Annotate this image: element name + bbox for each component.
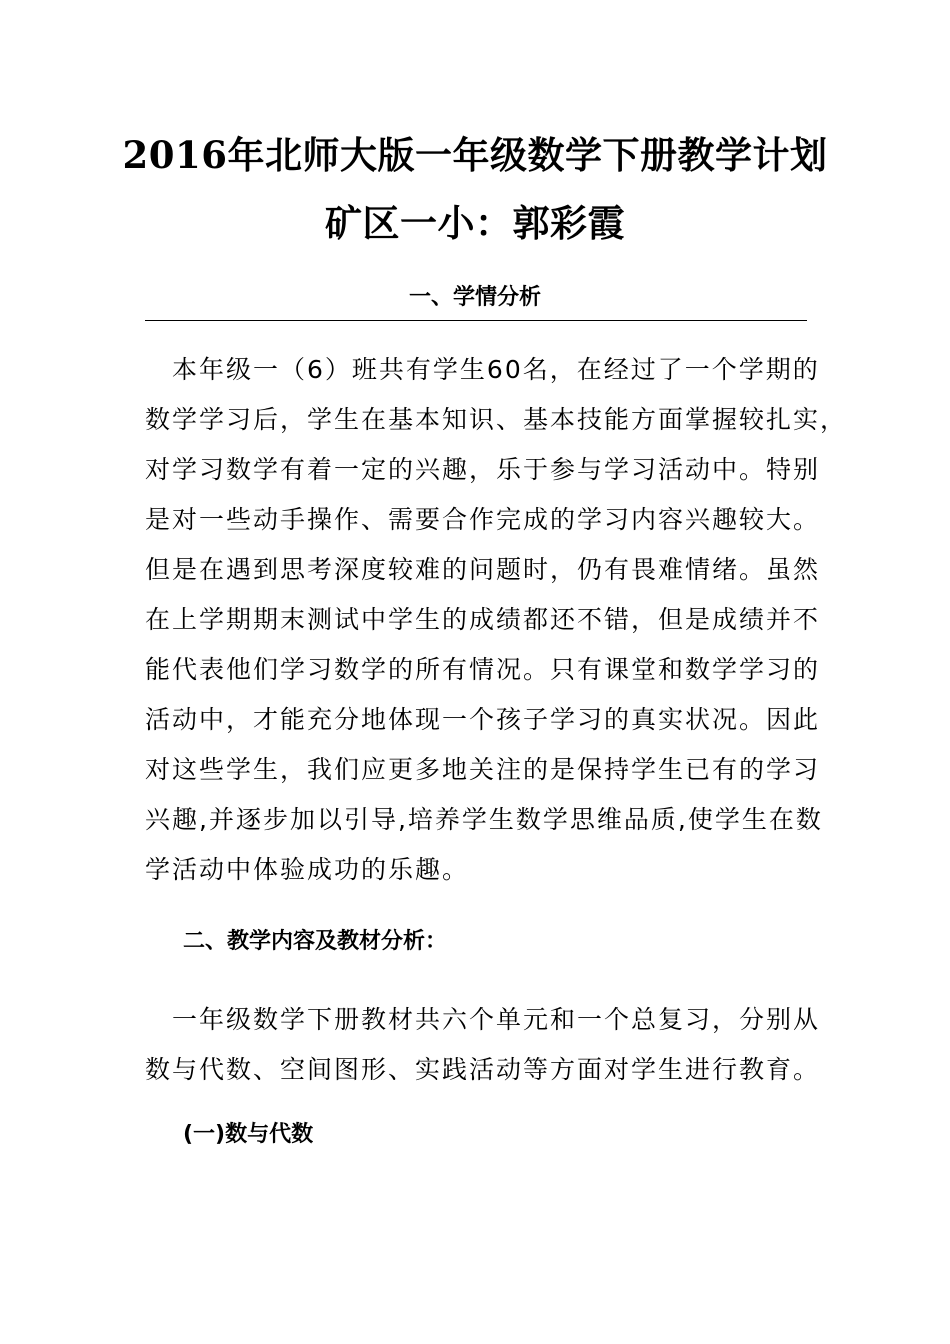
paragraph-line: 学活动中体验成功的乐趣。 [145, 855, 470, 884]
paragraph-line: 兴趣,并逐步加以引导,培养学生数学思维品质,使学生在数 [145, 805, 823, 834]
paragraph-line: 对学习数学有着一定的兴趣，乐于参与学习活动中。特别 [145, 455, 821, 484]
paragraph-teaching-content [145, 995, 820, 1095]
paragraph-line: 对这些学生，我们应更多地关注的是保持学生已有的学习 [145, 755, 821, 784]
section-heading-teaching-content: 二、教学内容及教材分析： [183, 929, 448, 954]
paragraph-line: 但是在遇到思考深度较难的问题时，仍有畏难情绪。虽然 [145, 555, 821, 584]
heading-underline [145, 320, 807, 321]
paragraph-line: 数学学习后，学生在基本知识、基本技能方面掌握较扎实， [145, 405, 848, 434]
section-heading-learning-analysis: 一、学情分析 [408, 285, 541, 310]
document-title: 2016年北师大版一年级数学下册教学计划 [122, 133, 828, 177]
paragraph-line: 一年级数学下册教材共六个单元和一个总复习，分别从 [145, 1005, 821, 1034]
subheading-numbers-and-algebra: (一)数与代数 [183, 1122, 314, 1147]
paragraph-line: 活动中，才能充分地体现一个孩子学习的真实状况。因此 [145, 705, 821, 734]
paragraph-line: 能代表他们学习数学的所有情况。只有课堂和数学学习的 [145, 655, 821, 684]
paragraph-line: 在上学期期末测试中学生的成绩都还不错，但是成绩并不 [145, 605, 821, 634]
paragraph-line: 是对一些动手操作、需要合作完成的学习内容兴趣较大。 [145, 505, 821, 534]
paragraph-line: 本年级一（6）班共有学生60名，在经过了一个学期的 [145, 355, 820, 384]
paragraph-learning-analysis [145, 345, 847, 895]
paragraph-line: 数与代数、空间图形、实践活动等方面对学生进行教育。 [145, 1055, 821, 1084]
document-author: 矿区一小：郭彩霞 [325, 201, 625, 245]
